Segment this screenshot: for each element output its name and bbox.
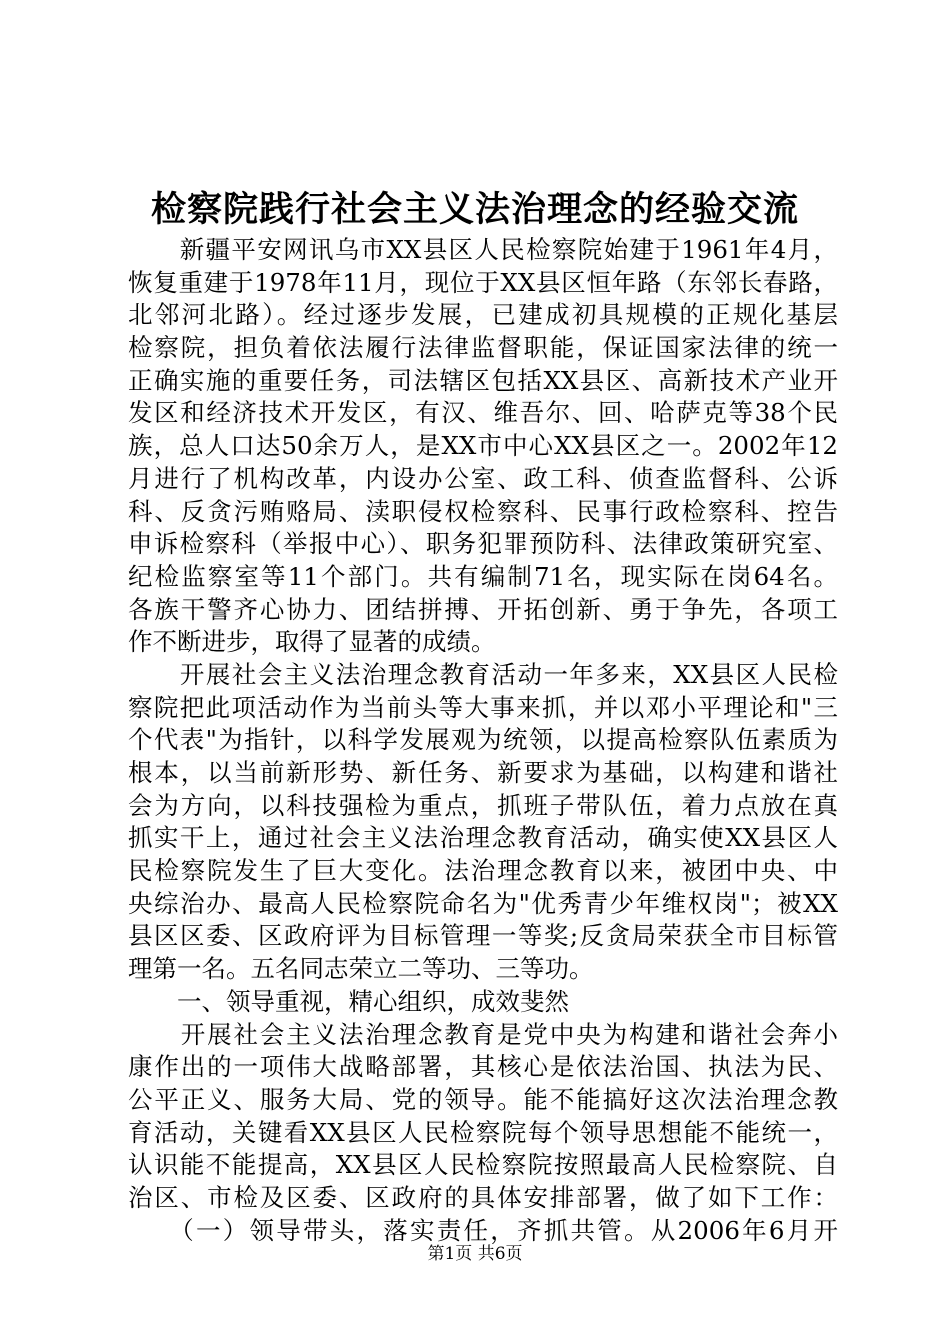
text-line: 察院把此项活动作为当前头等大事来抓，并以邓小平理论和"三 — [128, 692, 838, 722]
page-number-footer: 第1页 共6页 — [427, 1244, 523, 1264]
text-line: 检察院，担负着依法履行法律监督职能，保证国家法律的统一 — [128, 333, 838, 363]
text-line: 北邻河北路）。经过逐步发展，已建成初具规模的正规化基层 — [128, 300, 838, 330]
text-line: 恢复重建于1978年11月，现位于XX县区恒年路（东邻长春路， — [128, 267, 838, 297]
text-line: 抓实干上，通过社会主义法治理念教育活动，确实使XX县区人 — [128, 823, 838, 853]
text-line: （一）领导带头，落实责任，齐抓共管。从2006年6月开 — [128, 1215, 838, 1245]
text-line: 月进行了机构改革，内设办公室、政工科、侦查监督科、公诉 — [128, 463, 838, 493]
text-line: 治区、市检及区委、区政府的具体安排部署，做了如下工作： — [128, 1182, 838, 1212]
text-line: 纪检监察室等11个部门。共有编制71名，现实际在岗64名。 — [128, 561, 838, 591]
text-line: 育活动，关键看XX县区人民检察院每个领导思想能不能统一， — [128, 1117, 838, 1147]
text-line: 申诉检察科（举报中心）、职务犯罪预防科、法律政策研究室、 — [128, 529, 838, 559]
text-line: 会为方向，以科技强检为重点，抓班子带队伍，着力点放在真 — [128, 790, 838, 820]
text-line: 新疆平安网讯乌市XX县区人民检察院始建于1961年4月， — [128, 235, 838, 264]
text-line: 各族干警齐心协力、团结拼搏、开拓创新、勇于争先，各项工 — [128, 594, 838, 624]
text-line: 作不断进步，取得了显著的成绩。 — [128, 627, 496, 657]
document-body — [128, 234, 838, 1247]
text-line: 康作出的一项伟大战略部署，其核心是依法治国、执法为民、 — [128, 1052, 838, 1082]
section-heading: 一、领导重视，精心组织，成效斐然 — [128, 986, 569, 1016]
text-line: 族，总人口达50余万人，是XX市中心XX县区之一。2002年12 — [128, 431, 838, 461]
text-line: 正确实施的重要任务，司法辖区包括XX县区、高新技术产业开 — [128, 365, 838, 395]
text-line: 开展社会主义法治理念教育是党中央为构建和谐社会奔小 — [128, 1019, 838, 1049]
text-line: 认识能不能提高，XX县区人民检察院按照最高人民检察院、自 — [128, 1150, 838, 1180]
document-title: 检察院践行社会主义法治理念的经验交流 — [150, 190, 799, 230]
text-line: 根本，以当前新形势、新任务、新要求为基础，以构建和谐社 — [128, 758, 838, 787]
text-line: 央综治办、最高人民检察院命名为"优秀青少年维权岗"；被XX — [128, 888, 838, 918]
text-line: 理第一名。五名同志荣立二等功、三等功。 — [128, 954, 594, 984]
text-line: 开展社会主义法治理念教育活动一年多来，XX县区人民检 — [128, 659, 838, 689]
text-line: 发区和经济技术开发区，有汉、维吾尔、回、哈萨克等38个民 — [128, 398, 838, 428]
text-line: 民检察院发生了巨大变化。法治理念教育以来，被团中央、中 — [128, 856, 838, 886]
text-line: 科、反贪污贿赂局、渎职侵权检察科、民事行政检察科、控告 — [128, 496, 838, 526]
text-line: 县区区委、区政府评为目标管理一等奖;反贪局荣获全市目标管 — [128, 921, 838, 951]
text-line: 个代表"为指针，以科学发展观为统领，以提高检察队伍素质为 — [128, 725, 838, 755]
text-line: 公平正义、服务大局、党的领导。能不能搞好这次法治理念教 — [128, 1084, 838, 1114]
